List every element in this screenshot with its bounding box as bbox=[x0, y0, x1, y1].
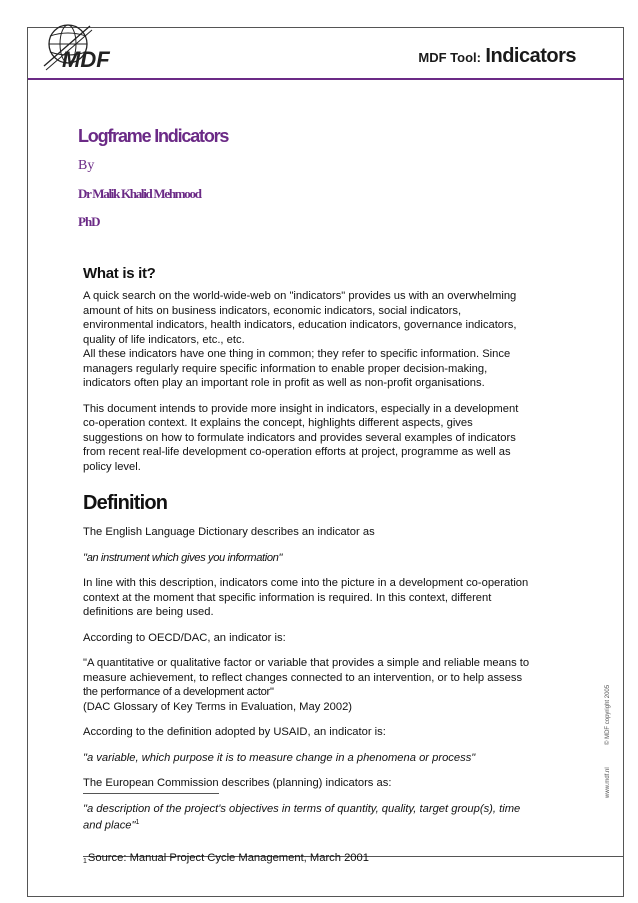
text-line: All these indicators have one thing in common; they refer to specific information. Since bbox=[83, 348, 511, 360]
main-content bbox=[83, 265, 553, 833]
text-line: measure achievement, to reflect changes connected to an intervention, or to help assess bbox=[83, 671, 523, 684]
text-line: quality of life indicators, etc., etc. bbox=[83, 333, 245, 346]
what-paragraph-2 bbox=[83, 402, 553, 475]
logo-text: MDF bbox=[62, 47, 110, 72]
text-line: In line with this description, indicators come into the picture in a development co-operation bbox=[83, 577, 529, 589]
ec-intro-rest: describes (planning) indicators as: bbox=[218, 777, 392, 789]
header-title bbox=[418, 45, 576, 68]
footnote-number: 1 bbox=[83, 858, 87, 865]
footnote-ref: 1 bbox=[135, 819, 140, 826]
text-line: indicators often play an important role in profit as well as non-profit organisations. bbox=[83, 377, 485, 389]
dictionary-quote: "an instrument which gives you information" bbox=[83, 551, 283, 564]
what-is-it-heading: What is it? bbox=[83, 265, 156, 282]
usaid-intro: According to the definition adopted by USAID, an indicator is: bbox=[83, 726, 386, 738]
text-line: managers regularly require specific information to enable proper decision-making, bbox=[83, 362, 488, 375]
text-line: A quick search on the world-wide-web on "indicators" provides us with an overwhelming bbox=[83, 290, 517, 302]
ec-quote-tail: and place" bbox=[83, 819, 136, 832]
oecd-definition bbox=[83, 656, 553, 714]
author-name: Dr Malik Khalid Mehmood bbox=[78, 186, 201, 201]
header-title-main: Indicators bbox=[485, 45, 576, 67]
text-line: environmental indicators, health indicators, education indicators, governance indicators, bbox=[83, 319, 517, 331]
text-line: (DAC Glossary of Key Terms in Evaluation, May 2002) bbox=[83, 700, 353, 713]
oecd-intro: According to OECD/DAC, an indicator is: bbox=[83, 631, 286, 644]
text-line: amount of hits on business indicators, economic indicators, social indicators, bbox=[83, 304, 462, 317]
text-line: from recent real-life development co-operation efforts at project, programme as well as bbox=[83, 446, 511, 458]
text-line: the performance of a development actor" bbox=[83, 686, 274, 698]
by-label: By bbox=[78, 158, 95, 173]
text-line: "A quantitative or qualitative factor or variable that provides a simple and reliable means to bbox=[83, 657, 530, 669]
document-title: Logframe Indicators bbox=[78, 126, 229, 146]
ec-quote bbox=[83, 802, 553, 834]
usaid-quote: "a variable, which purpose it is to measure change in a phenomena or process" bbox=[83, 751, 476, 764]
author-degree: PhD bbox=[78, 214, 100, 229]
text-line: context at the moment that specific information is required. In this context, different bbox=[83, 591, 492, 604]
url-vertical: www.mdf.nl bbox=[605, 767, 611, 798]
footnote bbox=[83, 852, 369, 864]
text-line: policy level. bbox=[83, 460, 141, 473]
text-line: suggestions on how to formulate indicators and provides several examples of indicators bbox=[83, 431, 516, 444]
context-paragraph bbox=[83, 576, 553, 620]
header-divider bbox=[28, 78, 623, 80]
text-line bbox=[83, 816, 553, 833]
text-line: definitions are being used. bbox=[83, 606, 214, 618]
what-paragraph-1 bbox=[83, 289, 553, 391]
text-line: co-operation context. It explains the concept, highlights different aspects, gives bbox=[83, 417, 473, 429]
ec-intro bbox=[83, 776, 553, 791]
ec-underline bbox=[83, 793, 219, 794]
text-line: "a description of the project's objectives in terms of quantity, quality, target group(s), time bbox=[83, 802, 521, 815]
copyright-vertical: © MDF copyright 2005 bbox=[605, 684, 611, 745]
text-line: This document intends to provide more insight in indicators, especially in a development bbox=[83, 402, 519, 415]
ec-name-text: The European Commission bbox=[83, 777, 219, 789]
dictionary-intro: The English Language Dictionary describes an indicator as bbox=[83, 526, 375, 538]
header-title-prefix: MDF Tool: bbox=[418, 50, 481, 65]
footnote-text: Source: Manual Project Cycle Management, March 2001 bbox=[87, 852, 369, 864]
ec-name bbox=[83, 776, 219, 791]
definition-heading: Definition bbox=[83, 492, 168, 514]
